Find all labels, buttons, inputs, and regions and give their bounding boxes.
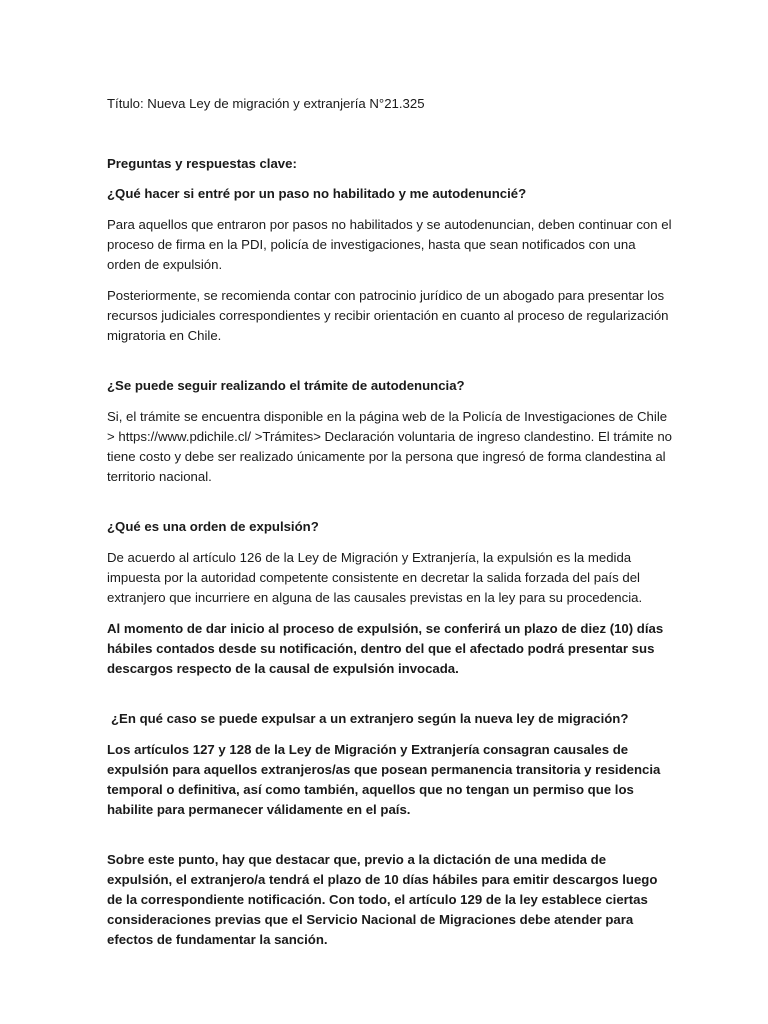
- section-heading: Preguntas y respuestas clave:: [107, 156, 297, 171]
- answer-4-paragraph-1: Los artículos 127 y 128 de la Ley de Migración y Extranjería consagran causales de expulsión para aquellos extranjeros/as que posean permanencia transitoria y residencia temporal o definitiva, así como también, aquellos que no tengan un permiso que los habilite para permanecer válidamente en el país.: [107, 742, 661, 817]
- question-2: ¿Se puede seguir realizando el trámite de autodenuncia?: [107, 378, 465, 393]
- answer-4-paragraph-2: Sobre este punto, hay que destacar que, previo a la dictación de una medida de expulsión, el extranjero/a tendrá el plazo de 10 días hábiles para emitir descargos luego de la correspondiente notificación. Con todo, el artículo 129 de la ley establece ciertas consideraciones previas que el Servicio Nacional de Migraciones debe atender para efectos de fundamentar la sanción.: [107, 852, 658, 947]
- question-4: ¿En qué caso se puede expulsar a un extranjero según la nueva ley de migración?: [111, 711, 629, 726]
- answer-3-paragraph-2: Al momento de dar inicio al proceso de expulsión, se conferirá un plazo de diez (10) días hábiles contados desde su notificación, dentro del que el afectado podrá presentar sus descargos respecto de la causal de expulsión invocada.: [107, 621, 664, 676]
- answer-1-paragraph-2: Posteriormente, se recomienda contar con patrocinio jurídico de un abogado para presentar los recursos judiciales correspondientes y recibir orientación en cuanto al proceso de regularización migratoria en Chile.: [107, 288, 669, 343]
- document-title: Título: Nueva Ley de migración y extranjería N°21.325: [107, 96, 425, 111]
- question-1: ¿Qué hacer si entré por un paso no habilitado y me autodenuncié?: [107, 186, 527, 201]
- question-3: ¿Qué es una orden de expulsión?: [107, 519, 319, 534]
- answer-2-paragraph-1: Si, el trámite se encuentra disponible en la página web de la Policía de Investigaciones de Chile > https://www.pdichile.cl/ >Trámites> Declaración voluntaria de ingreso clandestino. El trámite no tiene costo y debe ser realizado únicamente por la persona que ingresó de forma clandestina al territorio nacional.: [107, 409, 673, 484]
- answer-1-paragraph-1: Para aquellos que entraron por pasos no habilitados y se autodenuncian, deben continuar con el proceso de firma en la PDI, policía de investigaciones, hasta que sean notificados con una orden de expulsión.: [107, 217, 672, 272]
- answer-3-paragraph-1: De acuerdo al artículo 126 de la Ley de Migración y Extranjería, la expulsión es la medida impuesta por la autoridad competente consistente en decretar la salida forzada del país del extranjero que incurriere en alguna de las causales previstas en la ley para su procedencia.: [107, 550, 643, 605]
